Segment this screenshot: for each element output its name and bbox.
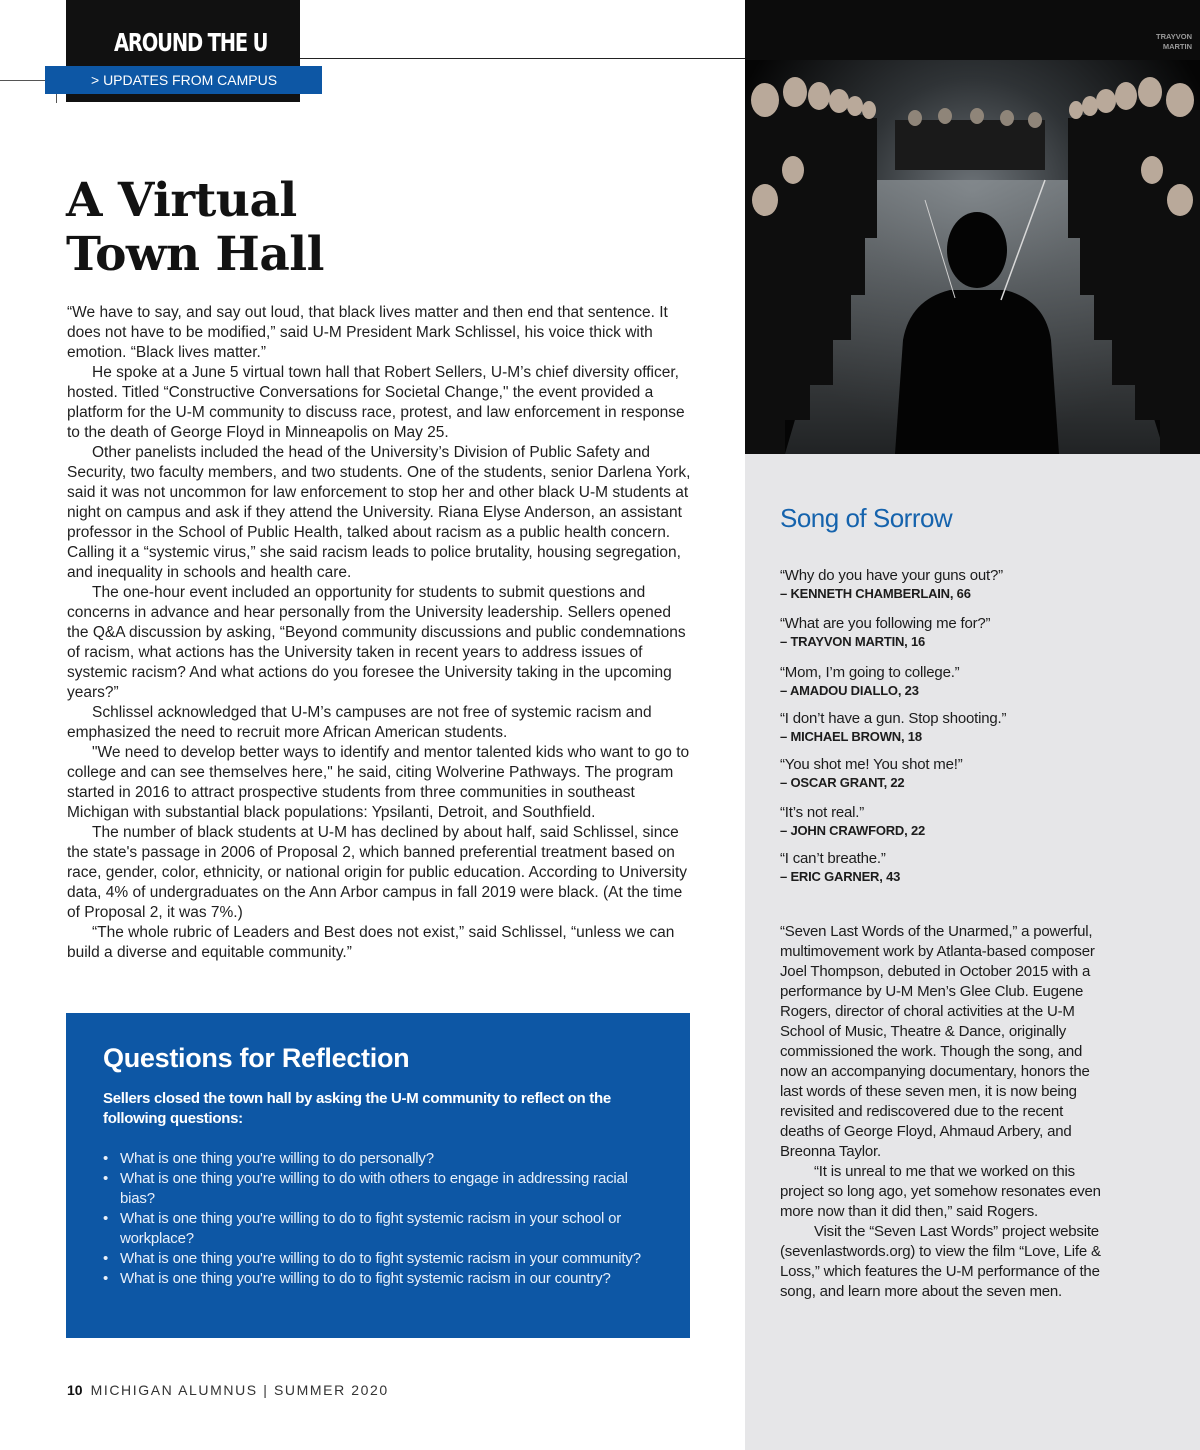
quote-text: “You shot me! You shot me!” <box>780 756 963 773</box>
article-title-line-2: Town Hall <box>66 227 324 282</box>
reflection-question <box>103 1269 654 1289</box>
quote-speaker: – KENNETH CHAMBERLAIN, 66 <box>780 586 971 601</box>
subsection-tab: > UPDATES FROM CAMPUS <box>45 66 322 94</box>
photo-caption <box>1156 32 1192 52</box>
sidebar-paragraph: Visit the “Seven Last Words” project website (sevenlastwords.org) to view the film “Love, Life & Loss,” which features the U-M performance of the song, and learn more about the seven men. <box>780 1223 1101 1300</box>
page-footer <box>67 1382 389 1398</box>
reflection-title: Questions for Reflection <box>103 1043 410 1073</box>
article-paragraph: The number of black students at U-M has declined by about half, said Schlissel, since the state's passage in 2006 of Proposal 2, which banned preferential treatment based on race, gender, color, ethnicity, or national origin for public education. According to University data, 4% of undergraduates on the Ann Arbor campus in fall 2019 were black. (At the time of Proposal 2, it was 7%.) <box>67 824 688 921</box>
photo-ceiling <box>745 0 1200 60</box>
article-paragraph: “The whole rubric of Leaders and Best does not exist,” said Schlissel, “unless we can build a diverse and equitable community.” <box>67 924 675 961</box>
header-rule <box>300 58 745 59</box>
publication-name: MICHIGAN ALUMNUS | SUMMER 2020 <box>90 1382 389 1398</box>
article-paragraph: “We have to say, and say out loud, that black lives matter and then end that sentence. It does not have to be modified,” said U-M President Mark Schlissel, his voice thick with emotion. “Black lives matter.” <box>67 304 668 361</box>
last-words-item <box>780 849 900 885</box>
quote-speaker: – JOHN CRAWFORD, 22 <box>780 823 926 838</box>
reflection-question <box>103 1149 654 1169</box>
reflection-question-text: What is one thing you're willing to do to fight systemic racism in your school or workplace? <box>120 1210 622 1247</box>
quote-text: “I can’t breathe.” <box>780 850 886 867</box>
article-title <box>66 174 706 282</box>
quote-text: “It’s not real.” <box>780 804 865 821</box>
bullet-icon: • <box>103 1270 109 1287</box>
reflection-question-text: What is one thing you're willing to do personally? <box>120 1150 434 1167</box>
quote-speaker: – MICHAEL BROWN, 18 <box>780 729 922 744</box>
quote-speaker: – AMADOU DIALLO, 23 <box>780 683 919 698</box>
glee-club-photo <box>745 0 1200 454</box>
reflection-question-text: What is one thing you're willing to do to fight systemic racism in our country? <box>120 1270 611 1287</box>
reflection-question-text: What is one thing you're willing to do with others to engage in addressing racial bias? <box>120 1170 628 1207</box>
last-words-item <box>780 755 963 791</box>
section-title: AROUND THE U <box>114 28 268 57</box>
quote-text: “Mom, I’m going to college.” <box>780 664 960 681</box>
article-paragraph: He spoke at a June 5 virtual town hall that Robert Sellers, U-M’s chief diversity officer, hosted. Titled “Constructive Conversations for Societal Change," the event provided a platform for the U-M community to discuss race, protest, and law enforcement in response to the death of George Floyd in Minneapolis on May 25. <box>67 364 685 441</box>
last-words-item <box>780 709 1006 745</box>
reflection-question-list <box>103 1149 654 1289</box>
quote-text: “Why do you have your guns out?” <box>780 567 1003 584</box>
reflection-question-text: What is one thing you're willing to do to fight systemic racism in your community? <box>120 1250 641 1267</box>
quote-text: “What are you following me for?” <box>780 615 991 632</box>
quote-speaker: – TRAYVON MARTIN, 16 <box>780 634 926 649</box>
article-paragraph: Other panelists included the head of the University’s Division of Public Safety and Security, two faculty members, and two students. One of the students, senior Darlena York, said it was not uncommon for law enforcement to stop her and other black U-M students at night on campus and ask if they attend the University. Riana Elyse Anderson, an assistant professor in the School of Public Health, talked about racism as a public health concern. Calling it a “systemic virus,” she said racism leads to police brutality, housing segregation, and inequality in schools and health care. <box>67 444 691 581</box>
reflection-intro: Sellers closed the town hall by asking the U-M community to reflect on the following questions: <box>103 1090 611 1127</box>
sidebar-body <box>780 922 1105 1302</box>
last-words-item <box>780 663 959 699</box>
photo-caption-line-1: TRAYVON <box>1156 32 1192 41</box>
last-words-item <box>780 566 1003 602</box>
reflection-question <box>103 1169 654 1209</box>
bullet-icon: • <box>103 1170 109 1187</box>
reflection-box <box>66 1013 690 1338</box>
article-paragraph: Schlissel acknowledged that U-M’s campuses are not free of systemic racism and emphasized the need to recruit more African American students. <box>67 704 652 741</box>
bullet-icon: • <box>103 1250 109 1267</box>
article-body <box>67 303 693 963</box>
last-words-item <box>780 803 925 839</box>
bullet-icon: • <box>103 1150 109 1167</box>
quote-text: “I don’t have a gun. Stop shooting.” <box>780 710 1007 727</box>
photo-caption-line-2: MARTIN <box>1162 42 1192 51</box>
article-paragraph: The one-hour event included an opportunity for students to submit questions and concerns in advance and hear personally from the University leadership. Sellers opened the Q&A discussion by asking, “Beyond community discussions and public condemnations of racism, what actions has the University taken in recent years to address issues of systemic racism? And what actions do you foresee the University taking in the upcoming years?” <box>67 584 686 701</box>
article-paragraph: "We need to develop better ways to identify and mentor talented kids who want to go to college and can see themselves here," he said, citing Wolverine Pathways. The program started in 2016 to attract prospective students from three communities in southeast Michigan with substantial black populations: Ypsilanti, Detroit, and Southfield. <box>67 744 690 821</box>
reflection-question <box>103 1209 654 1249</box>
reflection-question <box>103 1249 654 1269</box>
article-title-line-1: A Virtual <box>66 173 297 228</box>
sidebar-title: Song of Sorrow <box>780 503 953 533</box>
quote-speaker: – OSCAR GRANT, 22 <box>780 775 905 790</box>
conductor-choir-illustration <box>745 0 1200 454</box>
page-number: 10 <box>67 1382 83 1398</box>
bullet-icon: • <box>103 1210 109 1227</box>
last-words-item <box>780 614 990 650</box>
sidebar-paragraph: “It is unreal to me that we worked on this project so long ago, yet somehow resonates even more now than it did then,” said Rogers. <box>780 1163 1101 1220</box>
sidebar-paragraph: “Seven Last Words of the Unarmed,” a powerful, multimovement work by Atlanta-based composer Joel Thompson, debuted in October 2015 with a performance by U-M Men’s Glee Club. Eugene Rogers, director of choral activities at the U-M School of Music, Theatre & Dance, originally commissioned the work. Though the song, and now an accompanying documentary, honors the last words of these seven men, it is now being revisited and rediscovered due to the recent deaths of George Floyd, Ahmaud Arbery, and Breonna Taylor. <box>780 923 1095 1160</box>
quote-speaker: – ERIC GARNER, 43 <box>780 869 901 884</box>
